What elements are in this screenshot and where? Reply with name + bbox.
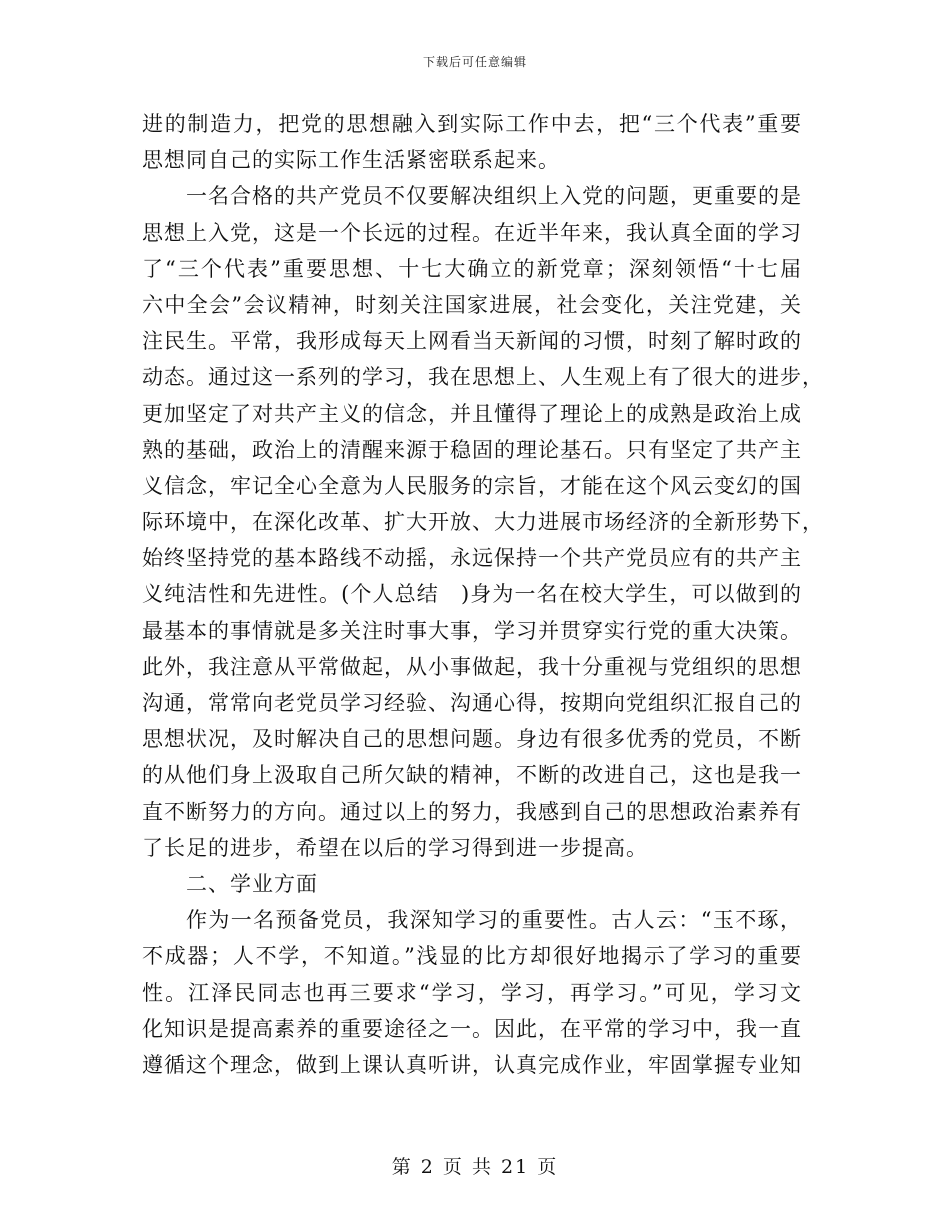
text-line: 始终坚持党的基本路线不动摇，永远保持一个共产党员应有的共产主 bbox=[142, 546, 802, 571]
text-line: 了“三个代表”重要思想、十七大确立的新党章；深刻领悟“十七届 bbox=[142, 256, 802, 281]
text-line: 际环境中，在深化改革、扩大开放、大力进展市场经济的全新形势下， bbox=[142, 510, 824, 535]
page-header: 下载后可任意编辑 bbox=[422, 55, 527, 69]
paragraph-first-line: 一名合格的共产党员不仅要解决组织上入党的问题，更重要的是 bbox=[186, 184, 802, 209]
text-line: 沟通，常常向老党员学习经验、沟通心得，按期向党组织汇报自己的 bbox=[142, 691, 802, 715]
text-line: 不成器；人不学，不知道。”浅显的比方却很好地揭示了学习的重要 bbox=[142, 944, 802, 969]
text-line: 遵循这个理念，做到上课认真听讲，认真完成作业，牢固掌握专业知 bbox=[142, 1052, 802, 1077]
text-line: 注民生。平常，我形成每天上网看当天新闻的习惯，时刻了解时政的 bbox=[142, 329, 802, 354]
text-line: 的从他们身上汲取自己所欠缺的精神，不断的改进自己，这也是我一 bbox=[142, 763, 802, 788]
text-line: 思想状况，及时解决自己的思想问题。身边有很多优秀的党员，不断 bbox=[142, 727, 802, 752]
text-line: 进的制造力，把党的思想融入到实际工作中去，把“三个代表”重要 bbox=[142, 112, 802, 136]
text-line: 思想同自己的实际工作生活紧密联系起来。 bbox=[142, 148, 560, 173]
text-line: 义信念，牢记全心全意为人民服务的宗旨，才能在这个风云变幻的国 bbox=[142, 473, 802, 498]
text-line: 性。江泽民同志也再三要求“学习，学习，再学习。”可见，学习文 bbox=[142, 980, 802, 1005]
text-line: 此外，我注意从平常做起，从小事做起，我十分重视与党组织的思想 bbox=[142, 654, 802, 679]
text-line: 化知识是提高素养的重要途径之一。因此，在平常的学习中，我一直 bbox=[142, 1016, 802, 1041]
body-text bbox=[142, 106, 824, 1083]
text-line: 更加坚定了对共产主义的信念，并且懂得了理论上的成熟是政治上成 bbox=[142, 401, 802, 426]
text-line: 最基本的事情就是多关注时事大事，学习并贯穿实行党的重大决策。 bbox=[142, 618, 802, 643]
text-line: 熟的基础，政治上的清醒来源于稳固的理论基石。只有坚定了共产主 bbox=[142, 437, 802, 462]
paragraph-first-line: 作为一名预备党员，我深知学习的重要性。古人云：“玉不琢， bbox=[186, 908, 802, 933]
text-line: 动态。通过这一系列的学习，我在思想上、人生观上有了很大的进步， bbox=[142, 365, 824, 390]
text-line: 六中全会”会议精神，时刻关注国家进展，社会变化，关注党建，关 bbox=[142, 292, 802, 317]
section-heading: 二、学业方面 bbox=[186, 871, 318, 896]
text-line: 思想上入党，这是一个长远的过程。在近半年来，我认真全面的学习 bbox=[142, 220, 802, 245]
text-line: 直不断努力的方向。通过以上的努力，我感到自己的思想政治素养有 bbox=[142, 799, 802, 824]
page-footer: 第 2 页 共 21 页 bbox=[391, 1156, 559, 1178]
text-line: 义纯洁性和先进性。(个人总结 )身为一名在校大学生，可以做到的 bbox=[142, 582, 802, 607]
text-line: 了长足的进步，希望在以后的学习得到进一步提高。 bbox=[142, 835, 648, 860]
